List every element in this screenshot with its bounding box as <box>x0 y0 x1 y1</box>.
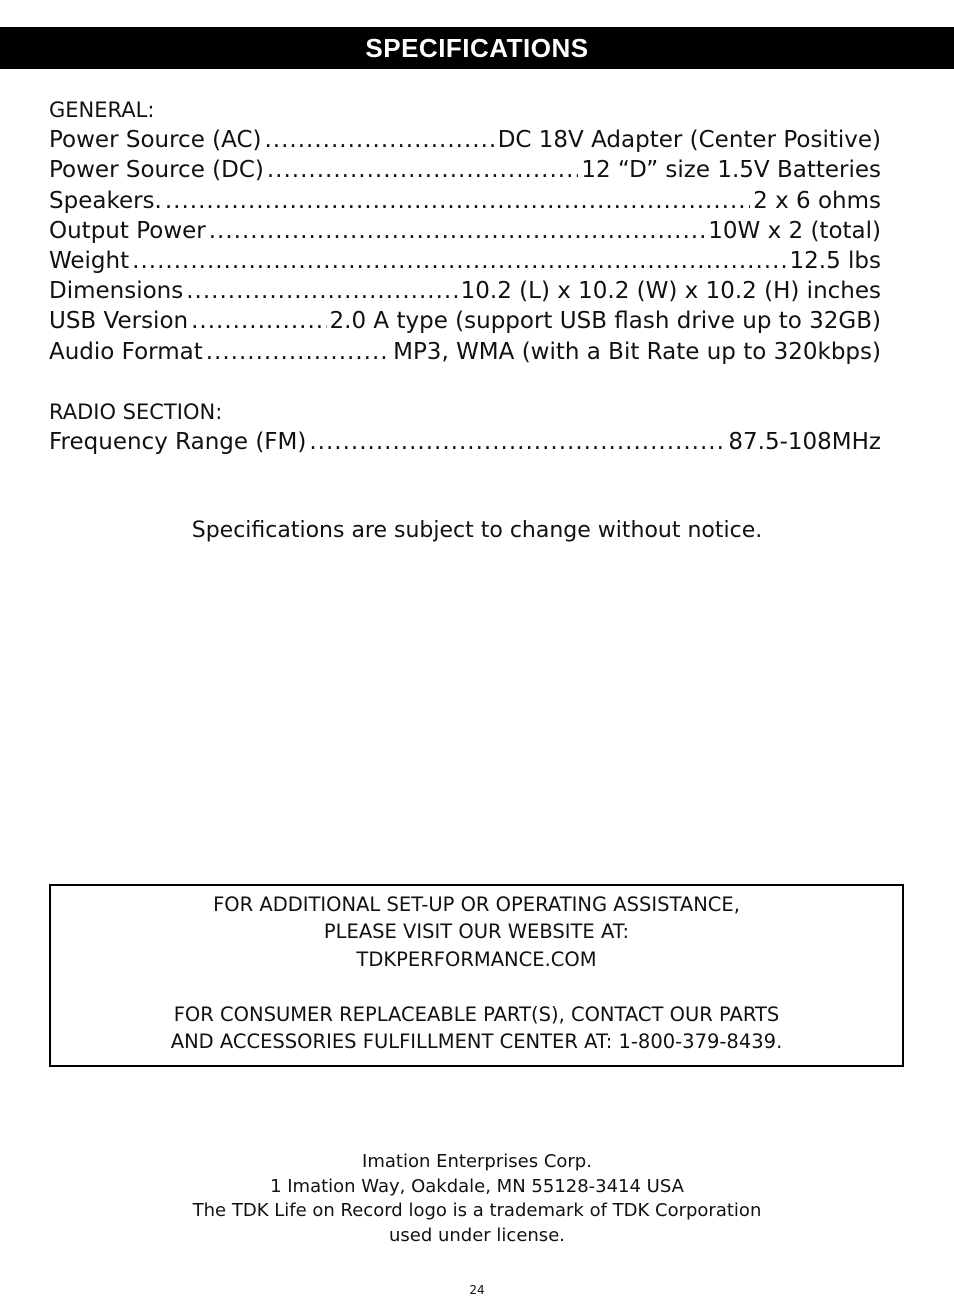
company-footer <box>0 1150 954 1248</box>
spec-row-speakers <box>49 186 881 216</box>
footer-line: 1 Imation Way, Oakdale, MN 55128-3414 USA <box>270 1175 684 1197</box>
spec-value: 12.5 lbs <box>789 248 881 275</box>
page-title: SPECIFICATIONS <box>365 32 589 63</box>
spec-label: Output Power <box>49 217 206 244</box>
spec-row-dimensions <box>49 276 881 306</box>
footer-line: Imation Enterprises Corp. <box>362 1151 592 1172</box>
assistance-line: FOR ADDITIONAL SET-UP OR OPERATING ASSISTANCE, <box>213 893 740 916</box>
assistance-spacer <box>51 973 902 1000</box>
spec-value: 87.5-108MHz <box>728 429 881 456</box>
spec-label: Power Source (DC) <box>49 157 264 184</box>
spec-value: MP3, WMA (with a Bit Rate up to 320kbps) <box>393 338 881 365</box>
footer-line: The TDK Life on Record logo is a trademark of TDK Corporation <box>192 1200 762 1221</box>
spec-value: 2.0 A type (support USB flash drive up to 32GB) <box>329 308 881 335</box>
dot-leader <box>191 306 326 336</box>
dot-leader <box>206 337 390 367</box>
spec-label: Audio Format <box>49 338 203 365</box>
dot-leader <box>186 276 457 306</box>
spec-value: 2 x 6 ohms <box>753 187 881 214</box>
phone-line: AND ACCESSORIES FULFILLMENT CENTER AT: 1-800-379-8439. <box>170 1030 783 1054</box>
assistance-line: FOR CONSUMER REPLACEABLE PART(S), CONTACT OUR PARTS <box>173 1002 780 1026</box>
dot-leader <box>165 186 750 216</box>
change-notice: Specifications are subject to change without notice. <box>191 518 763 543</box>
spec-label: Power Source (AC) <box>49 127 262 154</box>
page-number: 24 <box>469 1283 485 1297</box>
dot-leader <box>132 246 786 276</box>
dot-leader <box>309 427 725 457</box>
website-text: TDKPERFORMANCE.COM <box>356 947 597 971</box>
spec-value: 12 “D” size 1.5V Batteries <box>581 157 881 184</box>
spec-value: 10.2 (L) x 10.2 (W) x 10.2 (H) inches <box>460 278 881 305</box>
spec-label: Weight <box>49 248 130 275</box>
spec-label: Dimensions <box>49 278 184 305</box>
assistance-box <box>49 884 904 1067</box>
spec-row-audio-format <box>49 337 881 367</box>
spec-value: 10W x 2 (total) <box>708 217 881 244</box>
dot-leader <box>265 125 495 155</box>
spec-row-usb-version <box>49 306 881 336</box>
spec-row-power-dc <box>49 155 881 185</box>
spec-row-weight <box>49 246 881 276</box>
spec-row-output-power <box>49 216 881 246</box>
footer-line: used under license. <box>388 1224 565 1246</box>
spec-value: DC 18V Adapter (Center Positive) <box>497 127 881 154</box>
general-heading: GENERAL: <box>49 98 155 122</box>
radio-heading: RADIO SECTION: <box>49 400 223 425</box>
spec-label: Frequency Range (FM) <box>49 429 307 456</box>
dot-leader <box>209 216 706 246</box>
spec-label: Speakers. <box>49 187 162 214</box>
spec-label: USB Version <box>49 308 189 335</box>
specifications-list <box>49 95 881 457</box>
section-spacer <box>49 367 881 397</box>
dot-leader <box>267 155 578 185</box>
spec-row-frequency-range <box>49 427 881 457</box>
assistance-line: PLEASE VISIT OUR WEBSITE AT: <box>323 920 630 944</box>
spec-row-power-ac <box>49 125 881 155</box>
page-title-banner <box>0 27 954 69</box>
